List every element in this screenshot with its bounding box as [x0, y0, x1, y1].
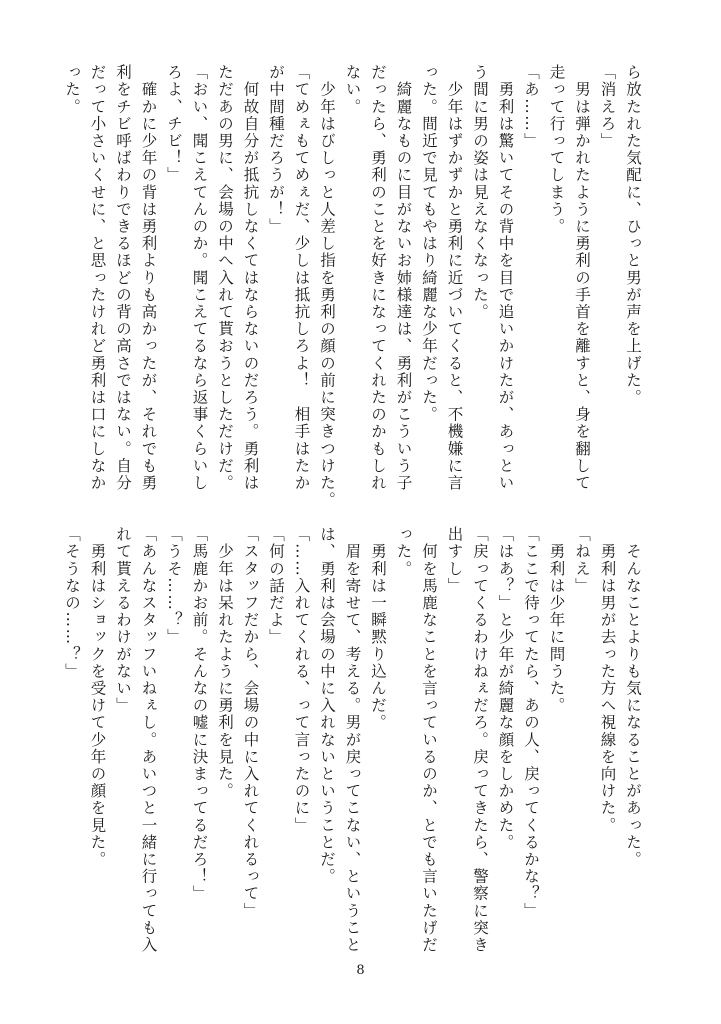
text-line: 「そうなの……？」: [63, 526, 81, 680]
text-line: れて貰えるわけがない」: [114, 526, 132, 715]
text-line: 確かに少年の背は勇利よりも高かったが、それでも勇: [139, 64, 158, 492]
lower-text-block: [59, 526, 646, 956]
text-line: 少年は呆れたように勇利を見た。: [216, 526, 234, 800]
text-line: 「おい、聞こえてんのか。聞こえてるなら返事くらいし: [190, 64, 209, 492]
page-number: 8: [356, 963, 365, 978]
text-line: 「ここで待ってたら、あの人、戻ってくるかな？」: [522, 526, 540, 920]
text-line: そんなことよりも気になることがあった。: [624, 526, 642, 868]
text-line: 眉を寄せて、考える。男が戻ってこない、ということ: [343, 526, 362, 954]
text-line: 何を馬鹿なことを言っているのか、とでも言いたげだ: [420, 526, 438, 954]
text-line: 「あ……」: [522, 64, 540, 150]
text-line: 何故自分が抵抗しなくてはならないのだろう。勇利は: [241, 64, 260, 492]
text-line: が中間種だろうが！」: [267, 64, 285, 235]
text-line: 「はあ？」と少年が綺麗な顔をしかめた。: [496, 526, 515, 851]
text-line: った。間近で見てもやはり綺麗な少年だった。: [420, 64, 438, 424]
text-line: 「消えろ」: [598, 64, 617, 150]
text-line: 勇利は一瞬黙り込んだ。: [369, 526, 387, 732]
text-line: だったら、勇利のことを好きになってくれたのかもしれ: [369, 64, 387, 492]
text-line: 出すし」: [445, 526, 464, 595]
text-line: 勇利は男が去った方へ視線を向けた。: [598, 526, 617, 834]
upper-text-block: [59, 64, 646, 509]
text-line: ら放たれた気配に、ひっと男が声を上げた。: [624, 64, 642, 406]
text-line: 勇利は驚いてその背中を目で追いかけたが、あっとい: [496, 64, 515, 492]
text-line: 走って行ってしまう。: [547, 64, 566, 235]
text-line: 「うそ……？」: [165, 526, 183, 646]
text-line: 少年はずかずかと勇利に近づいてくると、不機嫌に言: [445, 64, 464, 492]
text-line: 利をチビ呼ばわりできるほどの背の高さではない。自分: [114, 64, 132, 492]
text-line: 男は弾かれたように勇利の手首を離すと、身を翻して: [573, 64, 591, 492]
text-line: 勇利はショックを受けて少年の顔を見た。: [88, 526, 107, 868]
text-line: ろよ、チビ！」: [165, 64, 183, 184]
text-line: った。: [63, 64, 81, 116]
text-line: ただあの男に、会場の中へ入れて貰おうとしただけだ。: [216, 64, 234, 492]
text-line: 「戻ってくるわけねぇだろ。戻ってきたら、警察に突き: [471, 526, 489, 954]
text-line: は、勇利は会場の中に入れないということだ。: [318, 526, 336, 886]
text-line: う間に男の姿は見えなくなった。: [471, 64, 489, 321]
text-line: だって小さいくせに、と思ったけれど勇利は口にしなか: [88, 64, 107, 492]
text-line: った。: [394, 526, 413, 578]
text-line: 「何の話だよ」: [267, 526, 285, 646]
text-line: ない。: [343, 64, 362, 116]
text-line: 綺麗なものに目がないお姉様達は、勇利がこういう子: [394, 64, 413, 492]
text-line: 少年はびしっと人差し指を勇利の顔の前に突きつけた。: [318, 64, 336, 509]
text-line: 勇利は少年に問うた。: [547, 526, 566, 715]
text-line: 「あんなスタッフいねぇし。あいつと一緒に行っても入: [139, 526, 158, 954]
text-line: 「スタッフだから、会場の中に入れてくれるって」: [241, 526, 260, 920]
text-line: 「馬鹿かお前。そんなの嘘に決まってるだろ！」: [190, 526, 209, 903]
text-line: 「てめぇもてめぇだ、少しは抵抗しろよ！ 相手はたか: [292, 64, 311, 492]
text-line: 「……入れてくれる、って言ったのに」: [292, 526, 311, 834]
text-line: 「ねえ」: [573, 526, 591, 595]
